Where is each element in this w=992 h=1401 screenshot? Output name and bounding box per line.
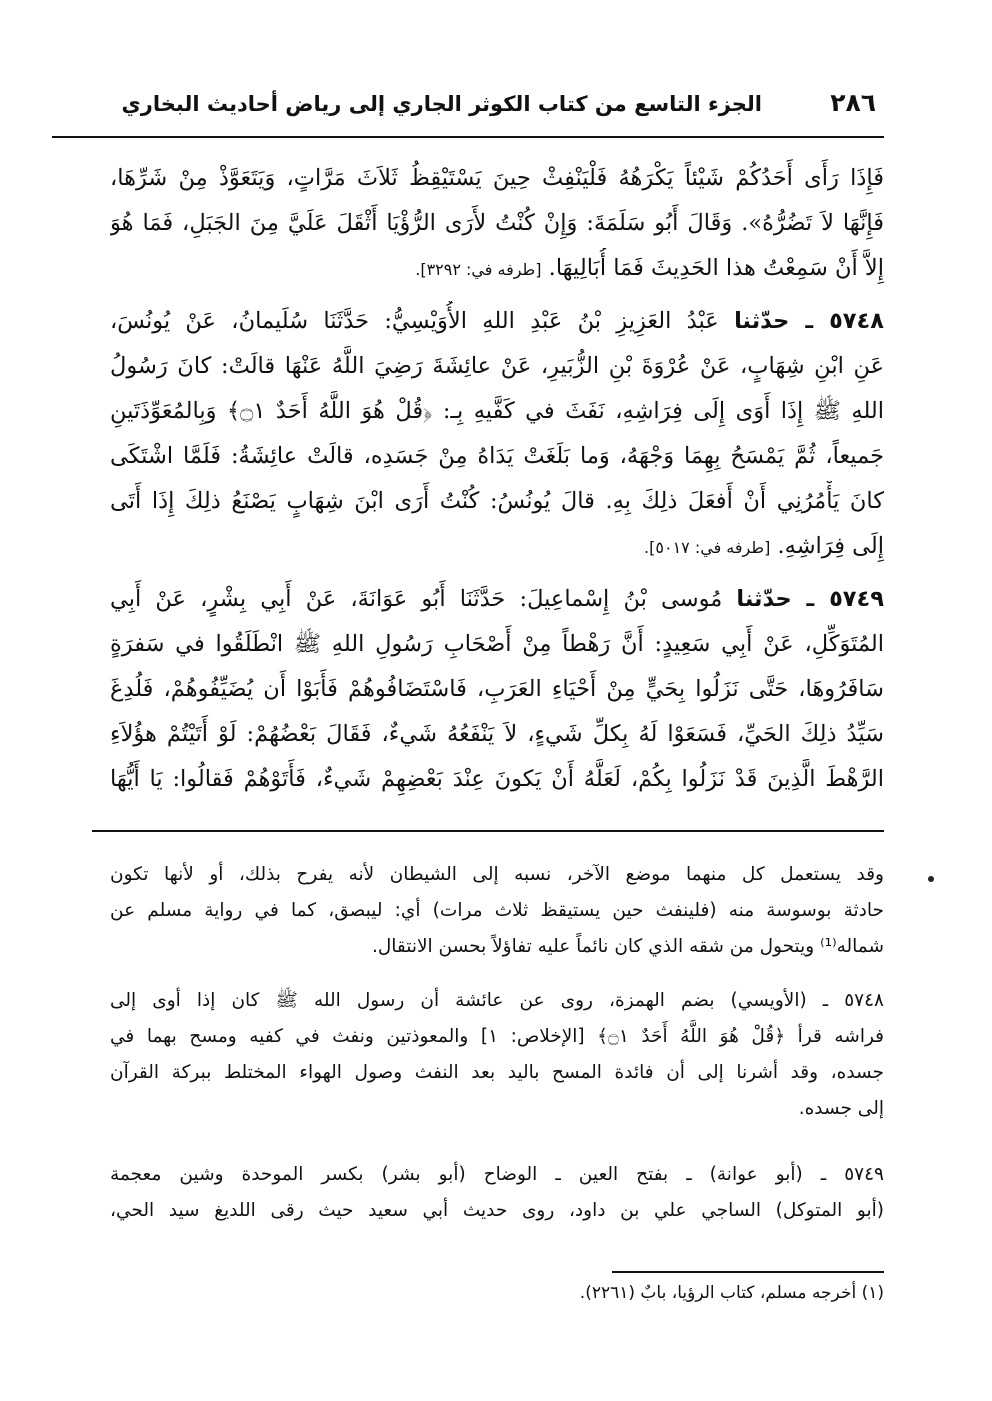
commentary-line: إلى جسده. [798, 1098, 884, 1119]
margin-dot [928, 876, 934, 882]
commentary-line: فراشه قرأ ﴿قُلْ هُوَ اللَّهُ أَحَدٌ ۝١﴾ [الإخلاص: ١] والمعوذتين ونفث في كفيه ومسح بهما في [110, 1026, 884, 1047]
hadith-5749-first-line [110, 579, 884, 619]
commentary-line: وقد يستعمل كل منهما موضع الآخر، نسبه إلى الشيطان لأنه يفرح بذلك، أو لأنها تكون [110, 864, 884, 885]
text-line: سَافَرُوهَا، حَتَّى نَزَلُوا بِحَيٍّ مِنْ أَحْيَاءِ العَرَبِ، فَاسْتَضَافُوهُمْ فَأَبَوْا أَن يُضَيِّفُوهُمْ، فَلُدِغَ [110, 676, 884, 702]
commentary-line: جسده، وقد أشرنا إلى أن فائدة المسح باليد بعد النفث وصول الهواء المختلط ببركة القرآن [110, 1062, 884, 1083]
text-fragment: عَبْدُ العَزِيزِ بْنُ عَبْدِ اللهِ الأُوَيْسِيُّ: حَدَّثَنَا سُلَيمانُ، عَنْ يُونُسَ، [110, 308, 719, 334]
text-line: عَنِ ابْنِ شِهَابٍ، عَنْ عُرْوَةَ بْنِ الزُّبَيرِ، عَنْ عائِشَةَ رَضِيَ اللَّهُ عَنْهَا قالَتْ: كانَ رَسُولُ [110, 353, 884, 379]
footnote-separator [612, 1271, 884, 1273]
text-line: سَيِّدُ ذلِكَ الحَيِّ، فَسَعَوْا لَهُ بِكلِّ شَيءٍ، لاَ يَنْفَعُهُ شَيءٌ، فَقَالَ بَعْضُهُمْ: لَوْ أَتَيْتُمْ هؤُلاَءِ [110, 721, 884, 747]
text-line: اللهِ ﷺ إِذَا أَوَى إِلَى فِرَاشِهِ، نَفَثَ في كَفَّيهِ بِـ: ﴿قُلْ هُوَ اللَّهُ أَحَدٌ ۝١﴾ وَبِالمُعَوِّذَتَينِ [110, 398, 884, 424]
cross-reference: [طرفه في: ٣٢٩٢]. [415, 260, 542, 279]
running-header [52, 84, 882, 134]
footnote: (١) أخرجه مسلم، كتاب الرؤيا، بابٌ (٢٢٦١). [579, 1283, 884, 1303]
text-fragment: إِلاَّ أَنْ سَمِعْتُ هذا الحَدِيثَ فَمَا أُبَالِيهَا. [548, 255, 884, 281]
header-rule [52, 136, 884, 138]
text-line: الرَّهْطَ الَّذِينَ قَدْ نَزَلُوا بِكُمْ، لَعَلَّهُ أَنْ يَكونَ عِنْدَ بَعْضِهِمْ شَيءٌ، فَأَتَوْهُمْ فَقالُوا: يَا أَيُّهَا [110, 766, 884, 792]
header-title: الجزء التاسع من كتاب الكوثر الجاري إلى رياض أحاديث البخاري [121, 92, 762, 116]
text-line: فَإِنَّهَا لاَ تَضُرُّهُ». وَقَالَ أَبُو سَلَمَةَ: وَإِنْ كُنْتُ لأَرَى الرُّؤْيَا أَثْقَلَ عَلَيَّ مِنَ الجَبَلِ، فَمَا هُوَ [110, 210, 884, 236]
commentary-line: شماله⁽¹⁾ ويتحول من شقه الذي كان نائماً عليه تفاؤلاً بحسن الانتقال. [371, 936, 884, 957]
cross-reference: [طرفه في: ٥٠١٧]. [644, 538, 771, 557]
text-line: جَميعاً، ثُمَّ يَمْسَحُ بِهِمَا وَجْهَهُ، وَما بَلَغَتْ يَدَاهُ مِنْ جَسَدِه، قالَتْ عائِشَةُ: فَلَمَّا اشْتَكَى [110, 443, 884, 469]
text-line [110, 526, 884, 566]
text-fragment: مُوسى بْنُ إِسْماعِيلَ: حَدَّثَنَا أَبُو عَوَانَةَ، عَنْ أَبِي بِشْرٍ، عَنْ أَبِي [110, 586, 723, 612]
page-number: ٢٨٦ [830, 88, 876, 117]
commentary-line: ٥٧٤٨ ـ (الأويسي) بضم الهمزة، روى عن عائشة أن رسول الله ﷺ كان إذا أوى إلى [110, 990, 884, 1011]
text-fragment: إِلَى فِرَاشِهِ. [777, 533, 884, 559]
commentary-line: (أبو المتوكل) الساجي علي بن داود، روى حديث أبي سعيد حيث رقى اللديغ سيد الحي، [110, 1200, 884, 1221]
commentary-separator [92, 830, 884, 832]
text-line: المُتَوَكِّلِ، عَنْ أَبِي سَعِيدٍ: أَنَّ رَهْطاً مِنْ أَصْحَابِ رَسُولِ اللهِ ﷺ انْطَلَقُوا في سَفرَةٍ [110, 631, 884, 657]
hadith-number: ٥٧٤٩ ـ حدّثنا [736, 586, 884, 612]
hadith-number: ٥٧٤٨ ـ حدّثنا [734, 308, 884, 334]
hadith-5748-first-line [110, 301, 884, 341]
commentary-line: حادثة بوسوسة منه (فلينفث حين يستيقظ ثلاث مرات) أي: ليبصق، كما في رواية مسلم عن [110, 900, 884, 921]
commentary-line: ٥٧٤٩ ـ (أبو عوانة) ـ بفتح العين ـ الوضاح (أبو بشر) بكسر الموحدة وشين معجمة [110, 1164, 884, 1185]
text-line: كانَ يَأْمُرُنِي أَنْ أَفعَلَ ذلِكَ بِهِ. قالَ يُونُسُ: كُنْتُ أَرَى ابْنَ شِهَابٍ يَصْنَعُ ذلِكَ إِذَا أَتَى [110, 488, 884, 514]
text-line: فَإِذَا رَأَى أَحَدُكُمْ شَيْئاً يَكْرَهُهُ فَلْيَنْفِثْ حِينَ يَسْتَيْقِظُ ثَلاَثَ مَرَّاتٍ، وَيَتَعَوَّذْ مِنْ شَرِّهَا، [110, 165, 884, 191]
text-line [110, 248, 884, 288]
